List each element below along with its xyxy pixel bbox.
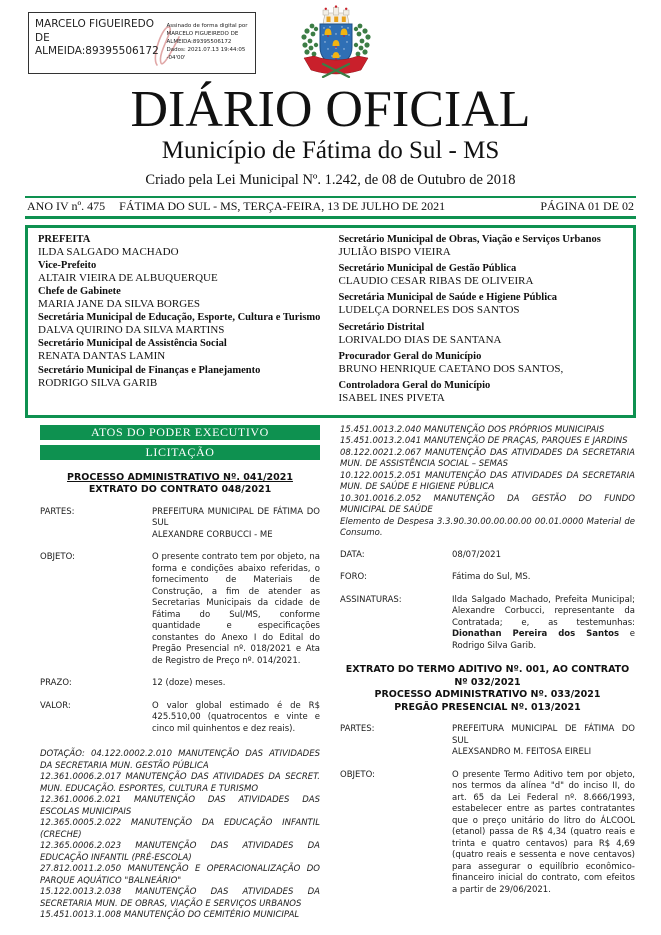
dotacao-line: 12.365.0005.2.022 MANUTENÇÃO DA EDUCAÇÃO INFANTIL (CRECHE) [40,818,320,840]
edition-info-bar [25,198,636,216]
dotacao-block-continued [340,425,635,540]
section-banner-atos-poder-executivo: ATOS DO PODER EXECUTIVO [40,425,320,440]
official-title: Secretário Distrital [338,321,425,333]
field-label: VALOR: [40,700,71,711]
official-entry [339,350,624,376]
official-title: Secretário Municipal de Obras, Viação e Serviços Urbanos [338,233,601,245]
field-label: PARTES: [340,724,375,735]
dotacao-line: DOTAÇÃO: 04.122.0002.2.010 MANUTENÇÃO DAS ATIVIDADES DA SECRETARIA MUN. GESTÃO PÚBLICA [40,749,320,771]
field-row-objeto2 [340,770,635,897]
field-value: O presente contrato tem por objeto, na forma e condições abaixo referidas, o fornecimento de Materiais de Construção, a fim de atender as Secretarias Municipais da cidade de Fátima do Sul/MS, conforme quantidade e especificações constantes do Anexo I do Edital do Pregão Presencial nº. 018/2021 e Ata de Registro de Preço nº. 014/2021. [152,552,320,666]
page-number: PÁGINA 01 DE 02 [540,198,634,213]
official-name: DALVA QUIRINO DA SILVA MARTINS [38,324,225,337]
officials-box [25,225,636,418]
official-title: Controladora Geral do Município [338,380,491,392]
official-entry [339,379,624,405]
official-name: BRUNO HENRIQUE CAETANO DOS SANTOS, [338,363,564,376]
field-row-objeto [40,552,320,667]
field-label: DATA: [340,549,365,560]
official-name: LUDELÇA DORNELES DOS SANTOS [338,304,520,317]
field-label: FORO: [340,572,367,583]
field-value: 08/07/2021 [452,549,501,560]
official-entry [38,259,323,285]
official-entry [38,233,323,259]
assinaturas-text: Ilda Salgado Machado, Prefeita Municipal; Alexandre Corbucci, representante da Contratada; e, as testemunhas: [452,594,635,628]
field-row-prazo [40,678,320,690]
dotacao-line: 15.122.0013.2.038 MANUTENÇÃO DAS ATIVIDADES DA SECRETARIA MUN. DE OBRAS, VIAÇÃO E SERVIÇOS URBANOS [40,887,320,909]
content-columns [25,425,636,922]
field-value: ALEXSANDRO M. FEITOSA EIRELI [452,747,592,758]
municipality-subtitle: Município de Fátima do Sul - MS [161,137,500,164]
field-value: PREFEITURA MUNICIPAL DE FÁTIMA DO SUL [452,724,635,746]
official-name: RENATA DANTAS LAMIN [38,350,166,363]
dotacao-line: 15.451.0013.2.040 MANUTENÇÃO DOS PRÓPRIOS MUNICIPAIS [340,424,605,435]
edition-number: ANO IV nº. 475 [27,198,106,213]
signature-details: Assinado de forma digital por MARCELO FIGUEIREDO DE ALMEIDA:89395506172 Dados: 2021.07.13 19:44:05 -04'00' [166,23,248,61]
dotacao-line: 27.812.0011.2.050 MANUTENÇÃO E OPERACIONALIZAÇÃO DO PARQUE AQUÁTICO "BALNEÁRIO" [40,864,320,886]
field-value: O valor global estimado é de R$ 425.510,00 (quatrocentos e vinte e cinco mil quinhentos e dez reais). [152,700,320,734]
field-row-data [340,550,635,562]
field-value: O presente Termo Aditivo tem por objeto, nos termos da alínea "d" do inciso II, do art. 65 da Lei Federal nº. 8.666/1993, estabelecer entre as partes contratantes que o preço unitário do litro do ÁLCOOL (etanol) passa de R$ 4,34 (quatro reais e trinta e quatro centavos) para R$ 4,69 (quatro reais e sessenta e nove centavos) para assegurar o equilíbrio econômico-financeiro inicial do contrato, com efeitos a partir de 29/06/2021. [452,769,635,895]
official-entry [38,311,323,337]
field-row-partes2 [340,724,635,759]
official-name: ISABEL INES PIVETA [338,392,445,405]
field-value: Fátima do Sul, MS. [452,572,531,583]
field-row-valor [40,701,320,736]
official-name: ALTAIR VIEIRA DE ALBUQUERQUE [38,271,218,284]
field-row-partes [40,507,320,542]
official-title: Chefe de Gabinete [38,285,121,297]
field-label: PARTES: [40,506,75,517]
signature-name: MARCELO FIGUEIREDO DE ALMEIDA:89395506172 [35,18,159,58]
municipal-coat-of-arms [292,4,380,78]
contract1-heading-line2: EXTRATO DO CONTRATO 048/2021 [88,484,272,496]
contract2-heading-line3: PREGÃO PRESENCIAL Nº. 013/2021 [394,701,581,713]
contract2-heading [340,664,635,714]
official-name: RODRIGO SILVA GARIB [38,376,158,389]
dotacao-line: 10.122.0015.2.051 MANUTENÇÃO DAS ATIVIDADES DA SECRETARIA MUN. DE SAÚDE E HIGIENE PÚBLICA [340,470,635,493]
witness-name-bold: Dionathan Pereira dos Santos [452,629,620,640]
official-entry [339,233,624,259]
section-banner-licitacao: LICITAÇÃO [40,445,320,460]
dotacao-line: 10.301.0016.2.052 MANUTENÇÃO DA GESTÃO DO FUNDO MUNICIPAL DE SAÚDE [340,493,635,516]
gazette-title: DIÁRIO OFICIAL [130,81,531,138]
field-value: ALEXANDRE CORBUCCI - ME [152,529,273,540]
field-value [452,595,635,653]
dotacao-line: 15.451.0013.2.041 MANUTENÇÃO DE PRAÇAS, PARQUES E JARDINS [340,436,628,447]
field-label: OBJETO: [340,769,375,780]
dotacao-block [40,749,320,922]
edition-and-date [27,199,445,214]
digital-signature-block [28,12,256,74]
contract2-heading-line1: EXTRATO DO TERMO ADITIVO Nº. 001, AO CONTRATO Nº 032/2021 [345,664,630,688]
field-row-foro [340,572,635,584]
official-name: MARIA JANE DA SILVA BORGES [38,297,200,310]
official-title: Secretária Municipal de Educação, Esporte, Cultura e Turismo [38,312,321,324]
official-entry [38,364,323,390]
crown-icon [323,5,349,24]
official-name: JULIÃO BISPO VIEIRA [338,245,451,258]
official-title: Secretário Municipal de Finanças e Planejamento [38,364,261,376]
official-name: LORIVALDO DIAS DE SANTANA [338,333,502,346]
field-label: PRAZO: [40,678,72,689]
content-column-left [25,425,320,922]
field-value: 12 (doze) meses. [152,678,226,689]
officials-column-left [38,233,323,409]
official-name: CLAUDIO CESAR RIBAS DE OLIVEIRA [338,274,534,287]
official-title: Procurador Geral do Município [338,351,482,363]
official-title: Vice-Prefeito [38,259,97,271]
official-entry [339,262,624,288]
dotacao-line: 15.451.0013.1.008 MANUTENÇÃO DO CEMITÉRIO MUNICIPAL [40,910,300,921]
assinaturas-text: e Rodrigo Silva Garib. [452,629,635,651]
official-entry [38,337,323,363]
contract1-heading [40,472,320,497]
official-title: PREFEITA [38,233,91,245]
official-title: Secretária Municipal de Saúde e Higiene Pública [338,292,558,304]
edition-date: FÁTIMA DO SUL - MS, TERÇA-FEIRA, 13 DE JULHO DE 2021 [119,198,446,213]
official-entry [339,291,624,317]
official-title: Secretário Municipal de Assistência Social [38,338,227,350]
field-label: ASSINATURAS: [340,594,402,605]
officials-column-right [339,233,624,409]
field-row-assinaturas [340,595,635,653]
green-rule-bottom [25,216,636,219]
contract1-heading-line1: PROCESSO ADMINISTRATIVO Nº. 041/2021 [67,471,293,483]
dotacao-line: 12.365.0006.2.023 MANUTENÇÃO DAS ATIVIDADES DA EDUCAÇÃO INFANTIL (PRÉ-ESCOLA) [40,841,320,863]
official-entry [38,285,323,311]
field-value: PREFEITURA MUNICIPAL DE FÁTIMA DO SUL [152,506,320,529]
dotacao-line: 12.361.0006.2.017 MANUTENÇÃO DAS ATIVIDADES DA SECRET. MUN. EDUCAÇÃO. ESPORTES, CULTURA E TURISMO [40,772,320,794]
content-column-right [340,425,635,922]
dotacao-line: 08.122.0021.2.067 MANUTENÇÃO DAS ATIVIDADES DA SECRETARIA MUN. DE ASSISTÊNCIA SOCIAL – SEMAS [340,447,635,470]
dotacao-line: Elemento de Despesa 3.3.90.30.00.00.00.00 00.01.0000 Material de Consumo. [340,516,635,539]
creation-law-line: Criado pela Lei Municipal Nº. 1.242, de 08 de Outubro de 2018 [145,171,516,188]
field-label: OBJETO: [40,552,75,563]
official-entry [339,321,624,347]
contract2-heading-line2: PROCESSO ADMINISTRATIVO Nº. 033/2021 [374,689,601,701]
dotacao-line: 12.361.0006.2.021 MANUTENÇÃO DAS ATIVIDADES DAS ESCOLAS MUNICIPAIS [40,795,320,817]
official-title: Secretário Municipal de Gestão Pública [338,262,517,274]
official-name: ILDA SALGADO MACHADO [38,245,179,258]
